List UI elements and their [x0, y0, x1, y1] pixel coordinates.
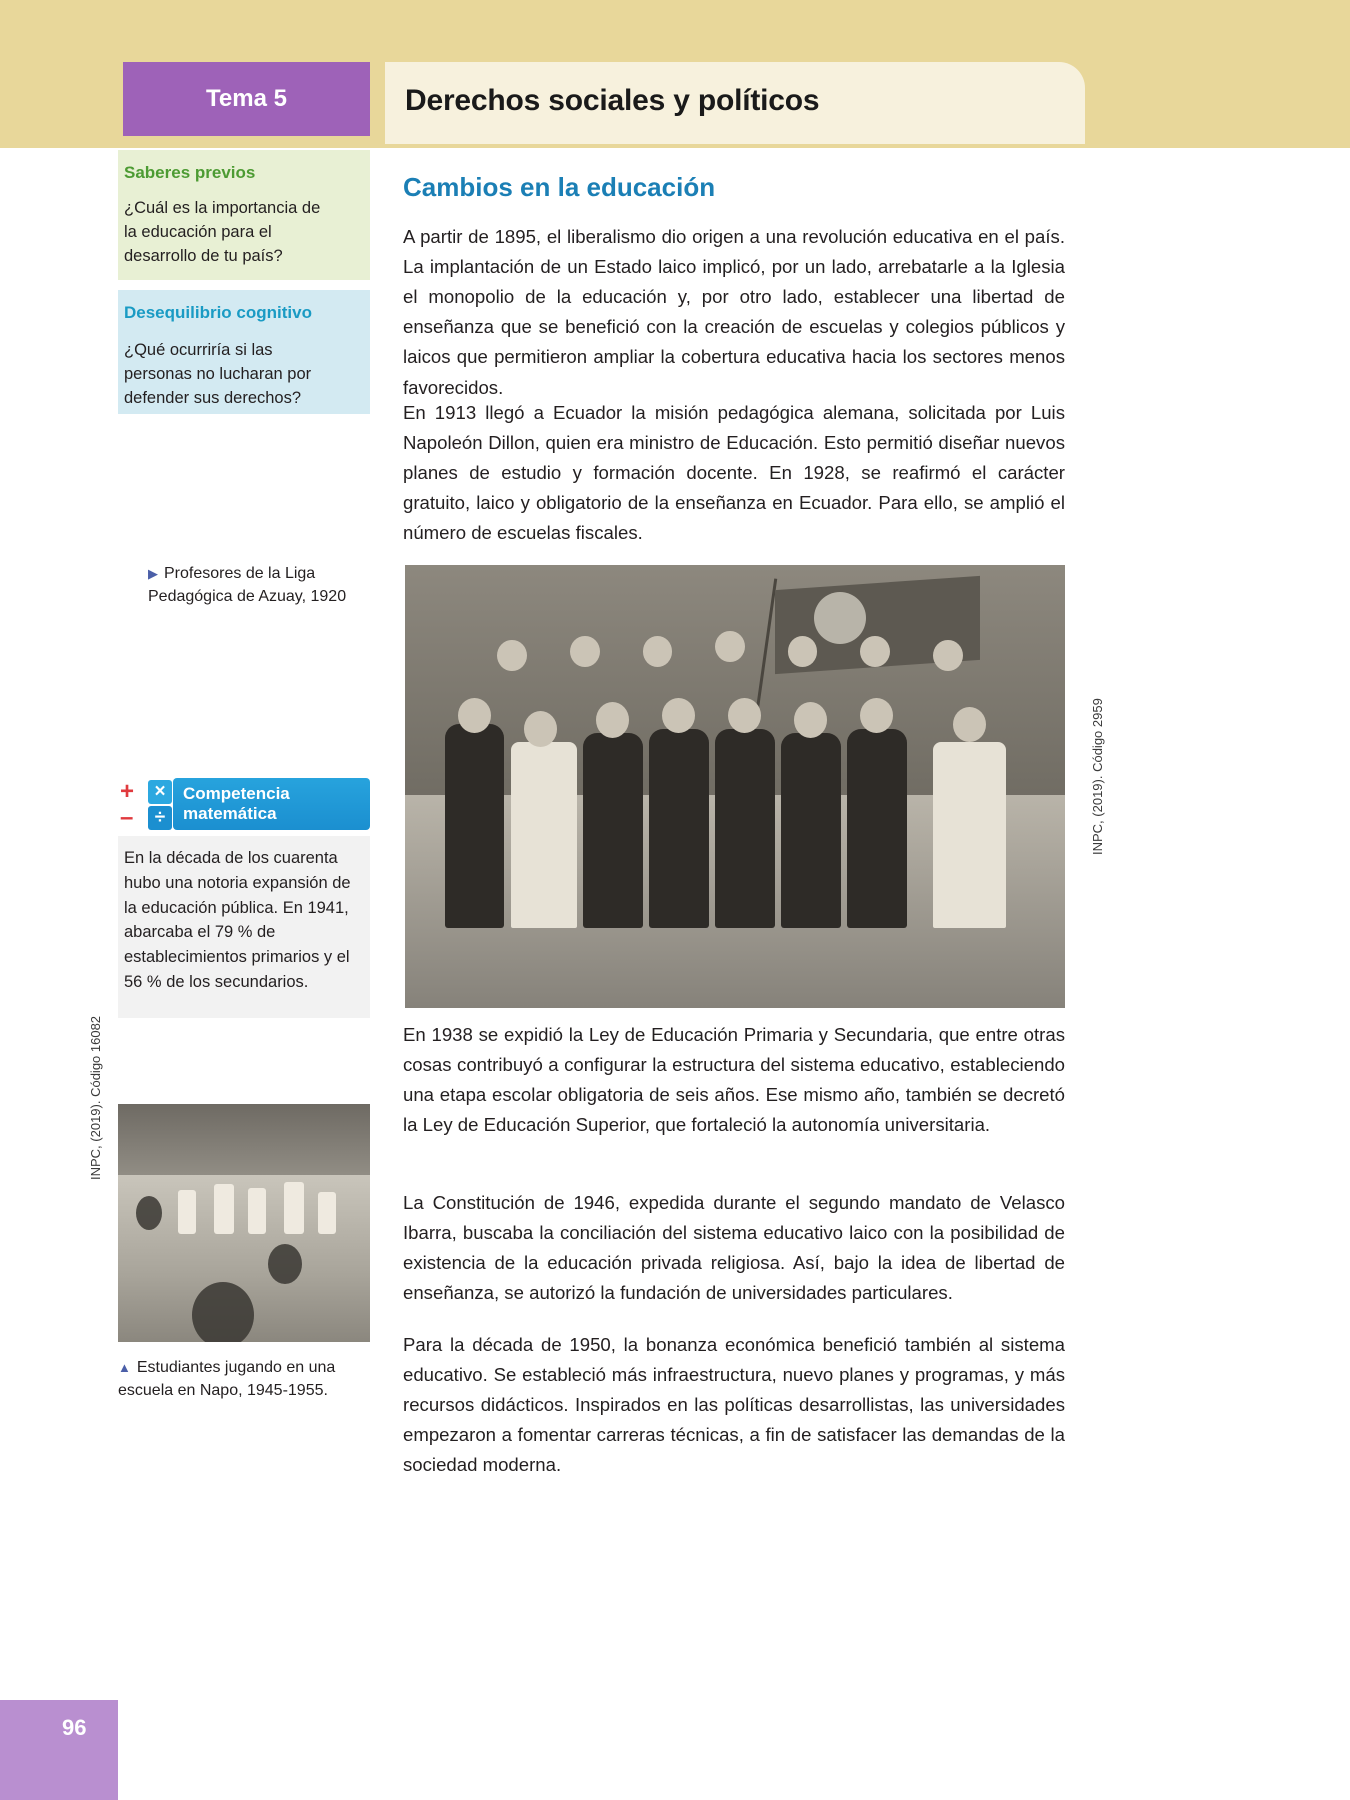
flag-emblem — [814, 592, 866, 644]
math-symbols-group — [118, 780, 180, 830]
photo-figure — [136, 1196, 162, 1230]
minus-icon: – — [120, 804, 134, 831]
triangle-right-icon: ▶ — [148, 566, 158, 581]
photo-person-head — [643, 636, 673, 667]
photo-profesores-liga — [405, 565, 1065, 1008]
photo-person-head — [570, 636, 600, 667]
triangle-up-icon: ▲ — [118, 1360, 131, 1375]
photo-foreground-figure — [192, 1282, 254, 1342]
photo-person — [847, 729, 906, 928]
paragraph: En 1938 se expidió la Ley de Educación Primaria y Secundaria, que entre otras cosas contribuyó a configurar la estructura del sistema educativo, estableciendo una etapa escolar obligatoria de seis años. Ese mismo año, también se decretó la Ley de Educación Superior, que fortaleció la autonomía universitaria. — [403, 1024, 1065, 1136]
paragraph: Para la década de 1950, la bonanza económica benefició también al sistema educativo. Se estableció más infraestructura, nuevo planes y programas, y más recursos didácticos. Inspirados en las políticas desarrollistas, las universidades empezaron a fomentar carreras técnicas, a fin de satisfacer las demandas de la sociedad moderna. — [403, 1334, 1065, 1476]
times-icon: × — [148, 780, 172, 804]
desequilibrio-cognitivo-title: Desequilibrio cognitivo — [124, 303, 312, 322]
photo-napo-credit: INPC, (2019). Código 16082 — [88, 1015, 103, 1180]
photo-person-head — [860, 636, 890, 667]
photo-figure — [318, 1192, 336, 1234]
saberes-previos-title: Saberes previos — [124, 163, 256, 182]
photo-person-head — [953, 707, 986, 742]
page-number-tab — [0, 1700, 118, 1800]
caption-liga-text: Profesores de la Liga Pedagógica de Azuay, 1920 — [148, 565, 347, 606]
paragraph: A partir de 1895, el liberalismo dio origen a una revolución educativa en el país. La implantación de un Estado laico implicó, por un lado, arrebatarle a la Iglesia el monopolio de la educación y, por otro lado, establecer una libertad de enseñanza que se benefició con la creación de escuelas y colegios públicos y laicos que permitieron ampliar la cobertura educativa hacia los sectores menos favorecidos. — [403, 226, 1065, 398]
tema-tab — [123, 62, 370, 136]
caption-liga-pedagogica — [148, 562, 373, 608]
photo-estudiantes-napo — [118, 1104, 370, 1342]
photo-figure — [214, 1184, 234, 1234]
saberes-previos-text: ¿Cuál es la importancia de la educación para el desarrollo de tu país? — [124, 199, 321, 265]
caption-napo-text: Estudiantes jugando en una escuela en Napo, 1945-1955. — [118, 1359, 336, 1400]
page-title: Derechos sociales y políticos — [405, 84, 820, 117]
photo-figure — [248, 1188, 266, 1234]
competencia-line2: matemática — [183, 804, 277, 823]
photo-person — [781, 733, 840, 928]
competencia-ribbon — [173, 778, 370, 830]
competencia-matematica-badge — [118, 778, 370, 836]
photo-person-head — [933, 640, 963, 671]
section-title: Cambios en la educación — [403, 172, 716, 202]
photo-figure — [268, 1244, 302, 1284]
divide-icon: ÷ — [148, 806, 172, 830]
photo-person — [583, 733, 642, 928]
photo-person — [511, 742, 577, 928]
photo-person-head — [524, 711, 557, 746]
plus-icon: + — [120, 778, 135, 805]
photo-person — [649, 729, 708, 928]
photo-person-head — [458, 698, 491, 733]
photo-person-head — [788, 636, 818, 667]
photo-person — [445, 724, 504, 928]
competencia-line1: Competencia — [183, 784, 290, 804]
desequilibrio-cognitivo-text: ¿Qué ocurriría si las personas no lucharan por defender sus derechos? — [124, 341, 312, 407]
page-number: 96 — [62, 1715, 87, 1740]
paragraph: La Constitución de 1946, expedida durante el segundo mandato de Velasco Ibarra, buscaba la conciliación del sistema educativo laico con la posibilidad de existencia de la educación privada religiosa. Así, bajo la idea de libertad de enseñanza, se autorizó la fundación de universidades particulares. — [403, 1192, 1065, 1304]
caption-estudiantes-napo — [118, 1356, 373, 1402]
photo-main-credit: INPC, (2019). Código 2959 — [1090, 698, 1105, 855]
competencia-matematica-text: En la década de los cuarenta hubo una notoria expansión de la educación pública. En 1941, abarcaba el 79 % de establecimientos primarios y el 56 % de los secundarios. — [124, 849, 351, 991]
photo-person-head — [794, 702, 827, 737]
paragraph: En 1913 llegó a Ecuador la misión pedagógica alemana, solicitada por Luis Napoleón Dillon, quien era ministro de Educación. Esto permitió diseñar nuevos planes de estudio y formación docente. En 1928, se reafirmó el carácter gratuito, laico y obligatorio de la enseñanza en Ecuador. Para ello, se amplió el número de escuelas fiscales. — [403, 402, 1065, 544]
photo-figure — [284, 1182, 304, 1234]
photo-person-head — [596, 702, 629, 737]
photo-figure — [178, 1190, 196, 1234]
photo-person — [715, 729, 774, 928]
tema-label: Tema 5 — [206, 85, 287, 112]
photo-person — [933, 742, 1006, 928]
